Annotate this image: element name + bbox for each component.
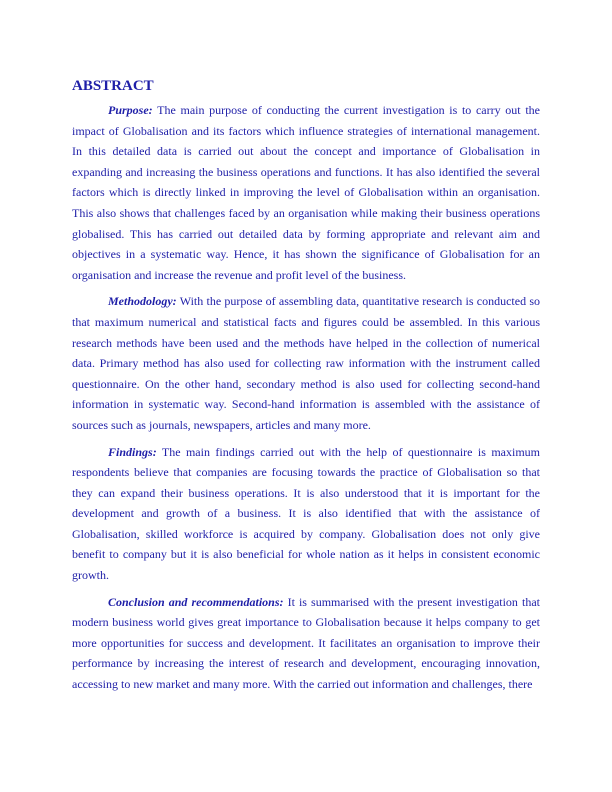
findings-text: The main findings carried out with the help of questionnaire is maximum respondents believe that companies are focusing towards the practice of Globalisation so that they can expand their business operations. It is also understood that it is important for the development and growth of a business. It is also identified that with the assistance of Globalisation, skilled workforce is acquired by company. Globalisation does not only give benefit to company but it is also beneficial for whole nation as it helps in consistent economic growth. [72, 444, 540, 583]
conclusion-paragraph [72, 592, 540, 695]
abstract-content [72, 76, 540, 701]
findings-paragraph [72, 442, 540, 586]
methodology-lead: Methodology: [108, 294, 177, 309]
purpose-text: The main purpose of conducting the current investigation is to carry out the impact of Globalisation and its factors which influence strategies of international management. In this detailed data is carried out about the concept and importance of Globalisation in expanding and increasing the business operations and functions. It has also identified the several factors which is directly linked in improving the level of Globalisation within an organisation. This also shows that challenges faced by an organisation while making their business operations globalised. This has carried out detailed data by forming appropriate and relevant aim and objectives in a systematic way. Hence, it has shown the significance of Globalisation for an organisation and increase the revenue and profit level of the business. [72, 103, 540, 282]
conclusion-lead: Conclusion and recommendations: [108, 594, 284, 609]
findings-lead: Findings: [108, 444, 157, 459]
methodology-text: With the purpose of assembling data, quantitative research is conducted so that maximum numerical and statistical facts and figures could be assembled. In this various research methods have been used and the methods have helped in the collection of numerical data. Primary method has also used for collecting raw information with the instrument called questionnaire. On the other hand, secondary method is also used for collecting second-hand information in systematic way. Second-hand information is assembled with the assistance of sources such as journals, newspapers, articles and many more. [72, 294, 540, 432]
abstract-heading: ABSTRACT [72, 78, 154, 94]
conclusion-text: It is summarised with the present investigation that modern business world gives great importance to Globalisation because it helps company to get more opportunities for success and development. It facilitates an organisation to improve their performance by increasing the interest of research and development, encouraging innovation, accessing to new market and many more. With the carried out information and challenges, there [72, 594, 540, 692]
purpose-lead: Purpose: [108, 103, 153, 117]
purpose-paragraph [72, 100, 540, 285]
methodology-paragraph [72, 291, 540, 435]
